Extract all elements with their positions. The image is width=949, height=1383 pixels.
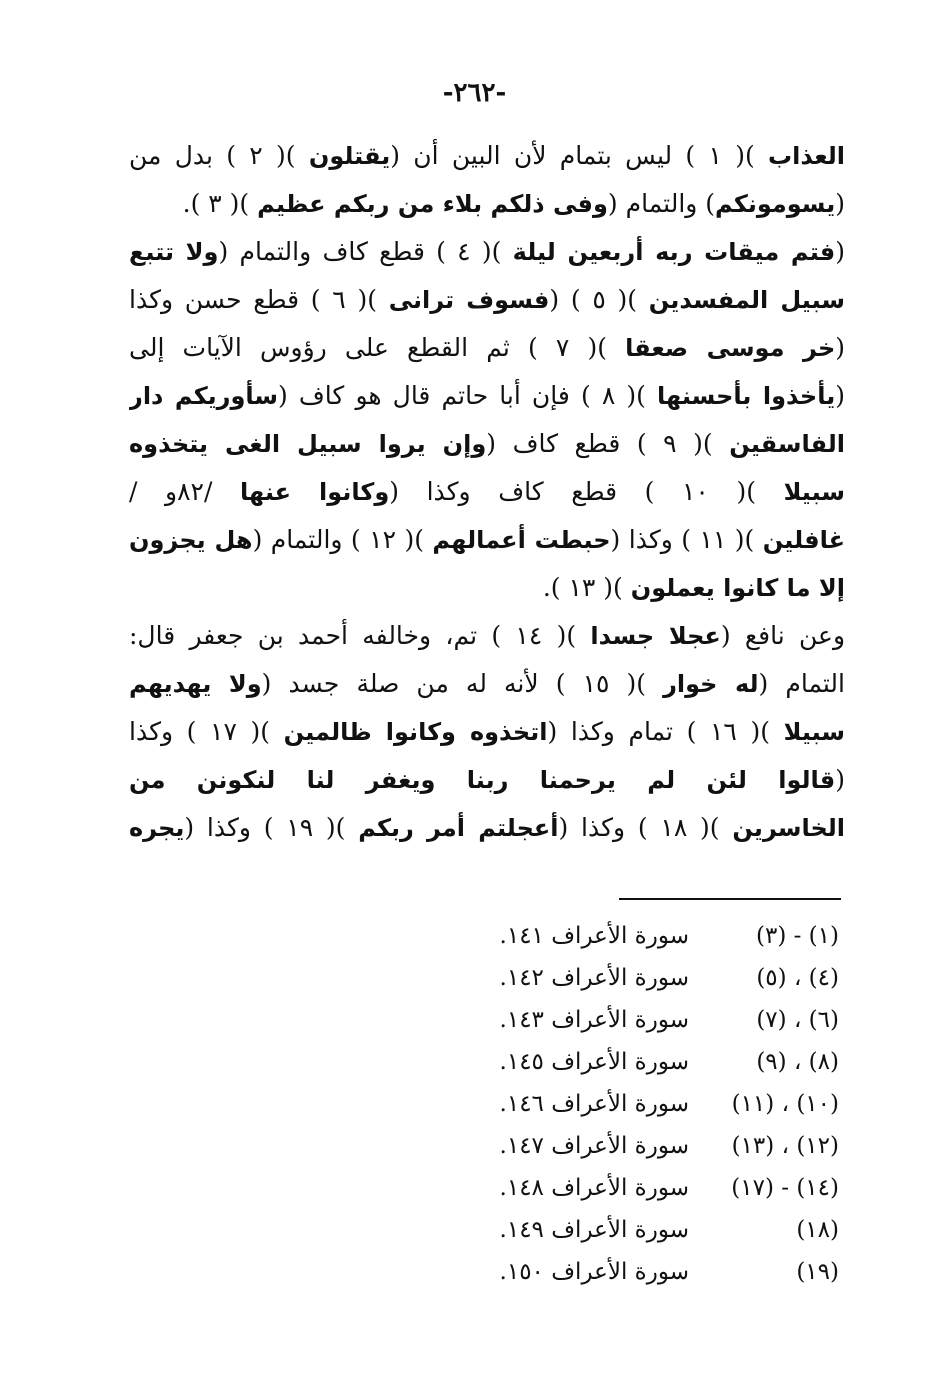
- quran-quote: سبيلا: [783, 478, 845, 506]
- text-segment: )( ٢ ) بدل من: [129, 141, 309, 170]
- footnote-ref: (١٠) ، (١١): [731, 1091, 839, 1117]
- quran-quote: يجره: [129, 814, 185, 842]
- text-line: [129, 804, 845, 852]
- text-segment: (: [835, 237, 845, 266]
- quran-quote: الفاسقين: [729, 430, 845, 458]
- text-segment: (: [835, 189, 845, 218]
- quran-quote: اتخذوه وكانوا ظالمين: [283, 718, 548, 746]
- footnote-ref: (١٢) ، (١٣): [731, 1133, 839, 1159]
- quran-quote: فتم ميقات ربه أربعين ليلة: [512, 238, 836, 266]
- footnote: [419, 1167, 839, 1209]
- footnote-source: سورة الأعراف ١٥٠.: [499, 1259, 689, 1285]
- text-segment: )( ٩ ) قطع كاف (: [486, 429, 730, 458]
- text-line: [129, 516, 845, 564]
- quran-quote: أعجلتم أمر ربكم: [358, 814, 559, 842]
- quran-quote: غافلين: [762, 526, 845, 554]
- text-segment: )( ١٤ ) تم، وخالفه أحمد بن جعفر قال:: [129, 621, 591, 650]
- quran-quote: سبيلا: [783, 718, 845, 746]
- text-segment: )( ١٦ ) تمام وكذا (: [547, 717, 784, 746]
- footnote-ref: (١٨): [796, 1217, 839, 1243]
- text-segment: التمام (: [758, 669, 845, 698]
- footnote-source: سورة الأعراف ١٤٥.: [499, 1049, 689, 1075]
- quran-quote: خر موسى صعقا: [625, 334, 836, 362]
- text-segment: )( ١ ) ليس بتمام لأن البين أن (: [390, 141, 769, 170]
- quran-quote: إلا ما كانوا يعملون: [630, 574, 845, 602]
- text-line: [129, 660, 845, 708]
- text-line: [129, 228, 845, 276]
- footnote-separator: [619, 898, 841, 900]
- footnotes: [419, 915, 839, 1293]
- quran-quote: وإن يروا سبيل الغى يتخذوه: [129, 430, 487, 458]
- footnote-ref: (٦) ، (٧): [756, 1007, 839, 1033]
- quran-quote: ولا يهديهم: [129, 670, 262, 698]
- text-line: [129, 324, 845, 372]
- text-segment: )( ٥ ) (: [549, 285, 649, 314]
- text-line: [129, 708, 845, 756]
- footnote: [419, 957, 839, 999]
- footnote: [419, 1125, 839, 1167]
- footnote: [419, 915, 839, 957]
- text-segment: )( ٣ ).: [182, 189, 258, 218]
- footnote-ref: (٤) ، (٥): [756, 965, 839, 991]
- quran-quote: له خوار: [663, 670, 759, 698]
- quran-quote: ولا تتبع: [129, 238, 219, 266]
- footnote-source: سورة الأعراف ١٤١.: [499, 923, 689, 949]
- text-line: [129, 180, 845, 228]
- quran-quote: يقتلون: [308, 142, 391, 170]
- text-line: [129, 132, 845, 180]
- text-segment: )( ١٧ ) وكذا: [129, 717, 284, 746]
- footnote-source: سورة الأعراف ١٤٦.: [499, 1091, 689, 1117]
- text-segment: /٨٢و /: [129, 477, 240, 506]
- text-line: [129, 468, 845, 516]
- footnote-source: سورة الأعراف ١٤٩.: [499, 1217, 689, 1243]
- footnote-source: سورة الأعراف ١٤٢.: [499, 965, 689, 991]
- footnote-ref: (١) - (٣): [755, 923, 839, 949]
- text-segment: (: [835, 381, 845, 410]
- footnote: [419, 1209, 839, 1251]
- quran-quote: فسوف ترانى: [388, 286, 550, 314]
- text-line: [129, 372, 845, 420]
- quran-quote: العذاب: [768, 142, 845, 170]
- footnote-ref: (٨) ، (٩): [756, 1049, 839, 1075]
- quran-quote: وفى ذلكم بلاء من ربكم عظيم: [257, 190, 608, 218]
- text-segment: )( ١٩ ) وكذا (: [184, 813, 359, 842]
- text-segment: )( ١٠ ) قطع كاف وكذا (: [389, 477, 784, 506]
- footnote-ref: (١٩): [796, 1259, 839, 1285]
- text-segment: )( ٨ ) فإن أبا حاتم قال هو كاف (: [278, 381, 657, 410]
- quran-quote: الخاسرين: [732, 814, 845, 842]
- text-segment: )( ١٥ ) لأنه له من صلة جسد (: [261, 669, 664, 698]
- text-line: [129, 564, 845, 612]
- quran-quote: عجلا جسدا: [590, 622, 721, 650]
- text-line: [129, 420, 845, 468]
- text-segment: (: [835, 765, 845, 794]
- text-segment: ) والتمام (: [607, 189, 716, 218]
- quran-quote: قالوا لئن لم يرحمنا ربنا ويغفر لنا لنكونن من: [129, 766, 836, 794]
- text-segment: )( ٤ ) قطع كاف والتمام (: [218, 237, 513, 266]
- main-text: [129, 132, 845, 852]
- quran-quote: يأخذوا بأحسنها: [657, 382, 836, 410]
- text-line: [129, 612, 845, 660]
- quran-quote: حبطت أعمالهم: [432, 526, 611, 554]
- footnote: [419, 999, 839, 1041]
- footnote-ref: (١٤) - (١٧): [731, 1175, 839, 1201]
- footnote: [419, 1251, 839, 1293]
- page-number: -٢٦٢-: [442, 78, 507, 108]
- footnote: [419, 1083, 839, 1125]
- quran-quote: سبيل المفسدين: [648, 286, 845, 314]
- text-segment: )( ١٨ ) وكذا (: [558, 813, 733, 842]
- text-segment: )( ٦ ) قطع حسن وكذا: [129, 285, 389, 314]
- text-line: [129, 756, 845, 804]
- text-segment: )( ١٣ ).: [542, 573, 631, 602]
- text-segment: (: [835, 333, 845, 362]
- quran-quote: وكانوا عنها: [240, 478, 390, 506]
- quran-quote: هل يجزون: [129, 526, 253, 554]
- quran-quote: سأوريكم دار: [129, 382, 279, 410]
- text-line: [129, 276, 845, 324]
- footnote-source: سورة الأعراف ١٤٧.: [499, 1133, 689, 1159]
- footnote-source: سورة الأعراف ١٤٨.: [499, 1175, 689, 1201]
- text-segment: )( ٧ ) ثم القطع على رؤوس الآيات إلى: [129, 333, 626, 362]
- quran-quote: يسومونكم: [715, 190, 836, 218]
- footnote: [419, 1041, 839, 1083]
- footnote-source: سورة الأعراف ١٤٣.: [499, 1007, 689, 1033]
- text-segment: وعن نافع (: [720, 621, 845, 650]
- text-segment: )( ١٢ ) والتمام (: [252, 525, 433, 554]
- text-segment: )( ١١ ) وكذا (: [610, 525, 763, 554]
